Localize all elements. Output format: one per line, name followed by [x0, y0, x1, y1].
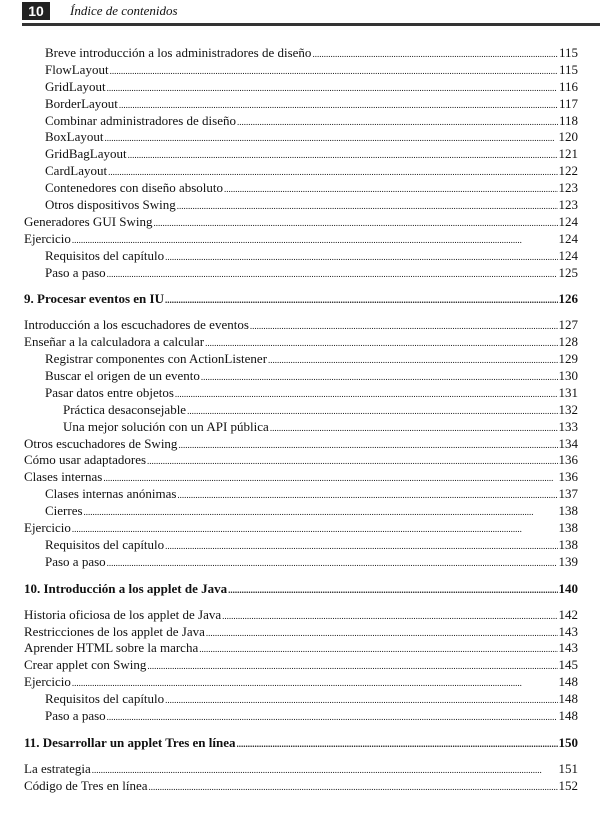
dot-leader: [177, 197, 558, 215]
toc-entry: [24, 265, 578, 282]
entry-title: Combinar administradores de diseño: [45, 112, 236, 128]
dot-leader: [312, 45, 558, 63]
dot-leader: [149, 778, 558, 796]
toc-entry: [24, 554, 578, 571]
toc-entry: [24, 778, 578, 795]
entry-page: 145: [558, 657, 578, 673]
toc-entry: [24, 368, 578, 385]
entry-page: 138: [558, 520, 578, 536]
entry-title: La estrategia: [24, 760, 91, 776]
dot-leader: [224, 180, 558, 198]
entry-page: 131: [558, 384, 578, 400]
dot-leader: [154, 214, 558, 232]
entry-title: Código de Tres en línea: [24, 777, 148, 793]
dot-leader: [107, 79, 558, 97]
entry-title: Requisitos del capítulo: [45, 247, 165, 263]
entry-title: Buscar el origen de un evento: [45, 368, 200, 384]
entry-title: GridLayout: [45, 78, 106, 94]
entry-title: FlowLayout: [45, 61, 109, 77]
toc-entry: [24, 607, 578, 624]
entry-title: Paso a paso: [45, 707, 106, 723]
dot-leader: [237, 735, 558, 753]
dot-leader: [92, 761, 558, 779]
entry-page: 115: [558, 61, 578, 77]
entry-page: 136: [558, 469, 578, 485]
entry-title: Restricciones de los applet de Java: [24, 623, 205, 639]
toc-chapter-entry: [24, 581, 578, 598]
entry-title: Enseñar a la calculadora a calcular: [24, 334, 205, 350]
dot-leader: [165, 291, 558, 309]
dot-leader: [165, 248, 557, 266]
dot-leader: [268, 351, 557, 369]
toc-entry: [24, 146, 578, 163]
entry-title: Introducción a los escuchadores de eventos: [24, 317, 249, 333]
entry-page: 137: [558, 486, 578, 502]
dot-leader: [270, 419, 558, 437]
entry-page: 115: [558, 45, 578, 60]
entry-page: 132: [558, 401, 578, 417]
dot-leader: [108, 163, 557, 181]
running-header-title: Índice de contenidos: [70, 3, 178, 18]
toc-entry: [24, 334, 578, 351]
dot-leader: [119, 96, 558, 114]
entry-title: Paso a paso: [45, 553, 106, 569]
dot-leader: [107, 265, 558, 283]
entry-title: Requisitos del capítulo: [45, 536, 165, 552]
entry-title: Historia oficiosa de los applet de Java: [24, 606, 222, 622]
entry-title: Ejercicio: [24, 674, 71, 690]
dot-leader: [105, 129, 558, 147]
table-of-contents: [24, 45, 578, 795]
entry-page: 125: [558, 264, 578, 280]
dot-leader: [250, 317, 558, 335]
entry-title: Clases internas anónimas: [45, 486, 177, 502]
entry-page: 129: [558, 351, 578, 367]
entry-page: 124: [558, 247, 578, 263]
entry-title: Breve introducción a los administradores de diseño: [45, 45, 312, 60]
entry-page: 120: [558, 129, 578, 145]
entry-title: Registrar componentes con ActionListener: [45, 351, 268, 367]
entry-title: CardLayout: [45, 163, 108, 179]
dot-leader: [205, 334, 557, 352]
entry-title: Clases internas: [24, 469, 103, 485]
toc-entry: [24, 520, 578, 537]
entry-title: Otros dispositivos Swing: [45, 197, 176, 213]
entry-title: GridBagLayout: [45, 146, 127, 162]
toc-entry: [24, 708, 578, 725]
dot-leader: [199, 640, 557, 658]
entry-title: 10. Introducción a los applet de Java: [24, 580, 228, 596]
dot-leader: [107, 708, 558, 726]
toc-entry: [24, 503, 578, 520]
entry-page: 148: [558, 691, 578, 707]
toc-entry: [24, 691, 578, 708]
toc-entry: [24, 486, 578, 503]
toc-entry: [24, 469, 578, 486]
entry-page: 140: [558, 580, 578, 596]
toc-chapter-entry: [24, 291, 578, 308]
toc-entry: [24, 45, 578, 62]
entry-page: 143: [558, 623, 578, 639]
entry-page: 127: [558, 317, 578, 333]
entry-page: 134: [558, 435, 578, 451]
toc-entry: [24, 163, 578, 180]
dot-leader: [206, 624, 558, 642]
dot-leader: [147, 452, 557, 470]
toc-entry: [24, 113, 578, 130]
entry-title: 9. Procesar eventos en IU: [24, 291, 164, 307]
dot-leader: [228, 581, 557, 599]
toc-entry: [24, 674, 578, 691]
dot-leader: [103, 469, 557, 487]
toc-entry: [24, 436, 578, 453]
entry-title: BoxLayout: [45, 129, 104, 145]
entry-page: 121: [558, 146, 578, 162]
entry-title: Cierres: [45, 503, 83, 519]
entry-page: 138: [558, 536, 578, 552]
toc-entry: [24, 419, 578, 436]
entry-page: 148: [558, 674, 578, 690]
dot-leader: [84, 503, 558, 521]
entry-page: 124: [558, 213, 578, 229]
entry-title: Paso a paso: [45, 264, 106, 280]
dot-leader: [165, 691, 557, 709]
entry-title: Requisitos del capítulo: [45, 691, 165, 707]
entry-title: 11. Desarrollar un applet Tres en línea: [24, 734, 236, 750]
toc-entry: [24, 129, 578, 146]
dot-leader: [107, 554, 558, 572]
entry-page: 138: [558, 503, 578, 519]
entry-title: Ejercicio: [24, 230, 71, 246]
toc-entry: [24, 180, 578, 197]
toc-entry: [24, 385, 578, 402]
entry-page: 118: [558, 112, 578, 128]
dot-leader: [72, 674, 558, 692]
toc-entry: [24, 402, 578, 419]
toc-entry: [24, 537, 578, 554]
entry-title: Pasar datos entre objetos: [45, 384, 174, 400]
toc-entry: [24, 452, 578, 469]
dot-leader: [237, 113, 558, 131]
entry-title: Crear applet con Swing: [24, 657, 147, 673]
entry-page: 139: [558, 553, 578, 569]
toc-entry: [24, 248, 578, 265]
dot-leader: [110, 62, 558, 80]
entry-title: Una mejor solución con un API pública: [63, 418, 269, 434]
toc-entry: [24, 197, 578, 214]
entry-page: 143: [558, 640, 578, 656]
entry-page: 117: [558, 95, 578, 111]
entry-page: 133: [558, 418, 578, 434]
dot-leader: [147, 657, 557, 675]
dot-leader: [175, 385, 558, 403]
entry-page: 150: [558, 734, 578, 750]
entry-page: 151: [558, 760, 578, 776]
toc-entry: [24, 640, 578, 657]
header-rule: [22, 23, 600, 26]
entry-page: 126: [558, 291, 578, 307]
toc-entry: [24, 214, 578, 231]
dot-leader: [72, 231, 558, 249]
entry-title: Generadores GUI Swing: [24, 213, 153, 229]
entry-title: Aprender HTML sobre la marcha: [24, 640, 199, 656]
toc-entry: [24, 351, 578, 368]
entry-page: 128: [558, 334, 578, 350]
toc-chapter-entry: [24, 735, 578, 752]
entry-page: 124: [558, 230, 578, 246]
dot-leader: [165, 537, 557, 555]
toc-entry: [24, 317, 578, 334]
entry-title: Cómo usar adaptadores: [24, 452, 147, 468]
entry-page: 142: [558, 606, 578, 622]
entry-title: BorderLayout: [45, 95, 118, 111]
toc-entry: [24, 62, 578, 79]
entry-page: 123: [558, 197, 578, 213]
entry-page: 123: [558, 180, 578, 196]
toc-entry: [24, 657, 578, 674]
entry-page: 116: [558, 78, 578, 94]
entry-page: 130: [558, 368, 578, 384]
toc-entry: [24, 624, 578, 641]
dot-leader: [178, 436, 557, 454]
dot-leader: [177, 486, 557, 504]
toc-entry: [24, 79, 578, 96]
entry-page: 148: [558, 707, 578, 723]
toc-entry: [24, 761, 578, 778]
page-number: 10: [22, 2, 50, 20]
dot-leader: [128, 146, 558, 164]
dot-leader: [72, 520, 558, 538]
dot-leader: [201, 368, 558, 386]
toc-entry: [24, 231, 578, 248]
entry-title: Ejercicio: [24, 520, 71, 536]
entry-page: 136: [558, 452, 578, 468]
dot-leader: [187, 402, 557, 420]
entry-page: 152: [558, 777, 578, 793]
entry-page: 122: [558, 163, 578, 179]
dot-leader: [222, 607, 557, 625]
entry-title: Otros escuchadores de Swing: [24, 435, 178, 451]
entry-title: Práctica desaconsejable: [63, 401, 187, 417]
entry-title: Contenedores con diseño absoluto: [45, 180, 223, 196]
toc-entry: [24, 96, 578, 113]
